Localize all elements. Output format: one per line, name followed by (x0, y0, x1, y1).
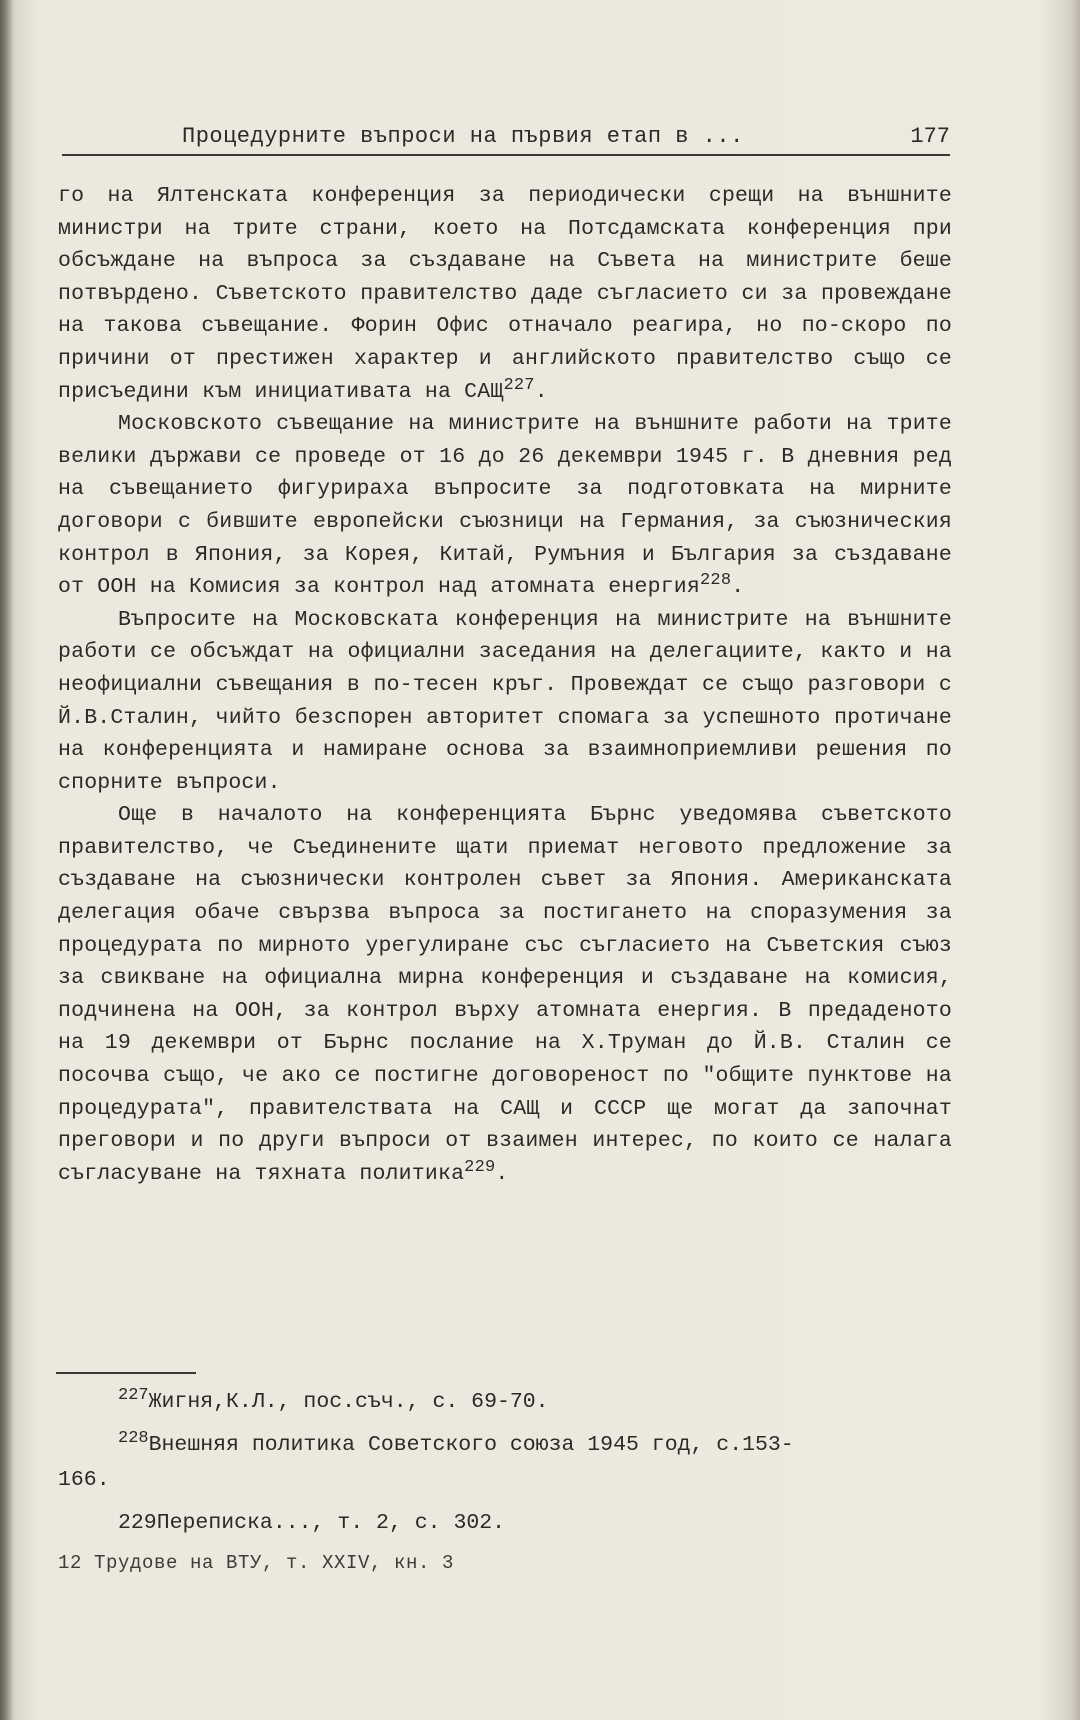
footnote-divider (56, 1372, 196, 1374)
body-text (58, 180, 952, 1190)
paragraph-end: . (495, 1161, 509, 1186)
footnote (58, 1385, 952, 1420)
footnote-ref: 227 (503, 375, 535, 395)
running-title: Процедурните въпроси на първия етап в ... (182, 124, 744, 149)
page-header (62, 120, 950, 156)
footnote-number: 227 (118, 1385, 149, 1405)
paragraph (58, 180, 952, 408)
paragraph-text: Московското съвещание на министрите на външните работи на трите велики държави се проведе от 16 до 26 декември 1945 г. В дневния ред на съвещанието фигурираха въпросите за подготовката на мирните договори с бившите европейски съюзници на Германия, за съюзническия контрол в Япония, за Корея, Китай, Румъния и България за създаване от ООН на Комисия за контрол над атомната енергия (58, 412, 952, 600)
footnote (58, 1506, 952, 1541)
footnote-number: 228 (118, 1428, 149, 1448)
footnote-number: 229 (118, 1511, 157, 1535)
footnote-ref: 228 (700, 570, 732, 590)
footnote-text: Жигня,К.Л., пос.съч., с. 69-70. (148, 1390, 549, 1414)
paragraph-text: го на Ялтенската конференция за периодически срещи на външните министри на трите страни, което на Потсдамската конференция при обсъждане на въпроса за създаване на Съвета на министрите беше потвърдено. Съветското правителство даде съгласието си за провеждане на такова съвещание. Форин Офис отначало реагира, но по-скоро по причини от престижен характер и английското правителство също се присъедини към инициативата на САЩ (58, 184, 952, 404)
footnote-continuation: 166. (58, 1468, 110, 1492)
paragraph-text: Въпросите на Московската конференция на министрите на външните работи се обсъждат на официални заседания на делегациите, както и на неофициални съвещания в по-тесен кръг. Провеждат се също разговори с Й.В.Сталин, чийто безспорен авторитет спомага за успешното протичане на конференцията и намиране основа за взаимноприемливи решения по спорните въпроси. (58, 607, 952, 795)
footnote-text: Переписка..., т. 2, с. 302. (156, 1511, 506, 1535)
printer-signature: 12 Трудове на ВТУ, т. XXIV, кн. 3 (58, 1552, 455, 1574)
footnote-text: Внешняя политика Советского союза 1945 год, с.153- (148, 1433, 794, 1457)
paragraph (58, 604, 952, 800)
paragraph (58, 408, 952, 604)
paragraph-end: . (534, 379, 548, 404)
footnote-ref: 229 (464, 1157, 496, 1177)
page-number: 177 (910, 124, 950, 149)
paragraph-text: Още в началото на конференцията Бърнс уведомява съветското правителство, че Съединените щати приемат неговото предложение за създаване на съюзнически контролен съвет за Япония. Американската делегация обаче свързва въпроса за постигането на споразумения за процедурата по мирното урегулиране със съгласието на Съветския съюз за свикване на официална мирна конференция и създаване на комисия, подчинена на ООН, за контрол върху атомната енергия. В предаденото на 19 декември от Бърнс послание на Х.Труман до Й.В. Сталин се посочва също, че ако се постигне договореност по "общите пунктове на процедурата", правителствата на САЩ и СССР ще могат да започнат преговори и по други въпроси от взаимен интерес, по които се налага съгласуване на тяхната политика (58, 803, 952, 1186)
paragraph-end: . (731, 575, 745, 600)
footnotes (58, 1385, 952, 1549)
paragraph (58, 799, 952, 1190)
footnote (58, 1428, 952, 1498)
